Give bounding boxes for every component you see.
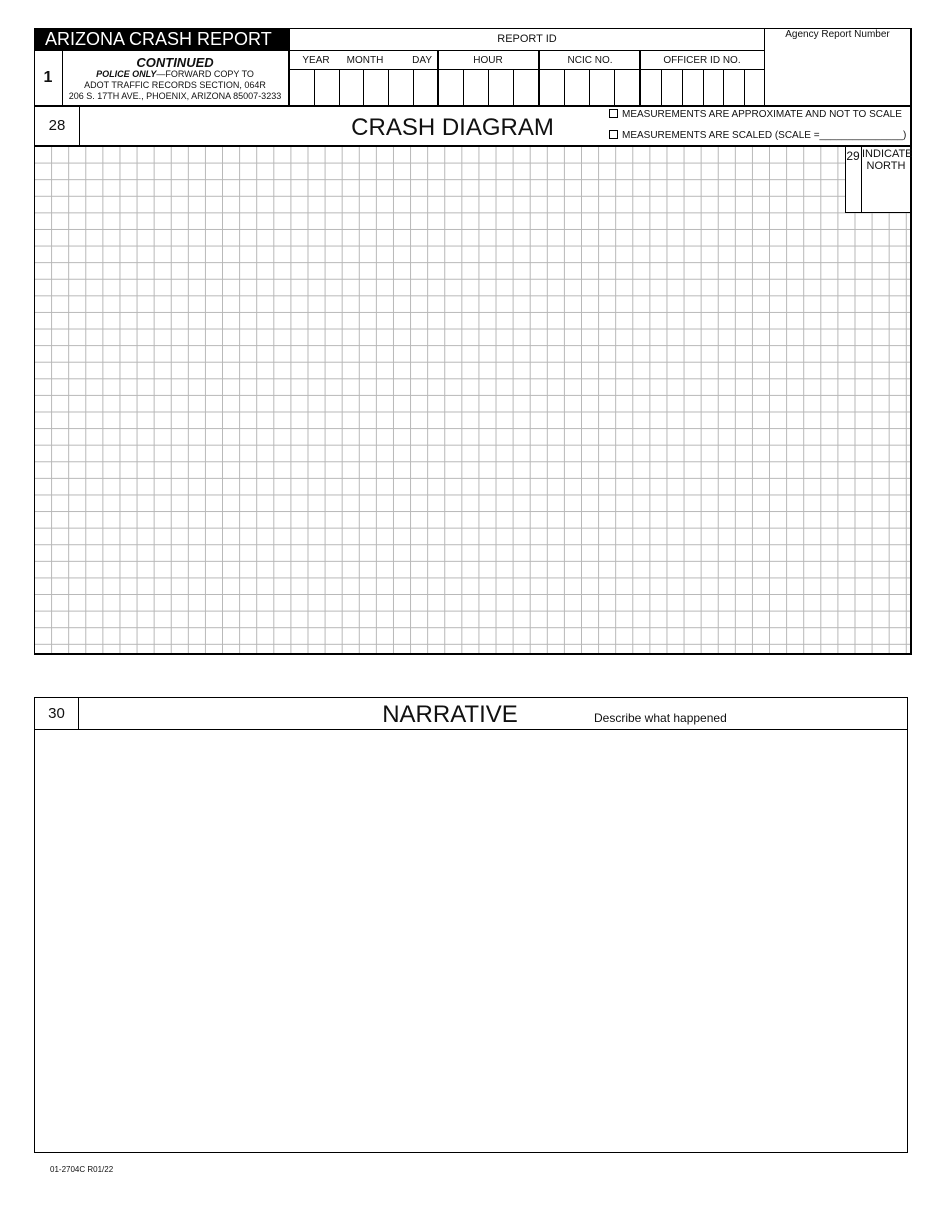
narrative-section-number: 30 <box>48 705 65 722</box>
continued-label: CONTINUED <box>136 55 214 70</box>
scaled-checkbox[interactable] <box>609 130 618 139</box>
approx-label: MEASUREMENTS ARE APPROXIMATE AND NOT TO SCALE <box>622 109 902 120</box>
report-title: ARIZONA CRASH REPORT <box>35 29 289 51</box>
forward-line-2: ADOT TRAFFIC RECORDS SECTION, 064R <box>84 80 266 90</box>
page-number: 1 <box>43 69 53 86</box>
year-label: YEAR <box>302 55 330 66</box>
north-section-number: 29 <box>846 149 860 163</box>
agency-report-number-field[interactable] <box>766 42 909 104</box>
diagram-section-number: 28 <box>48 117 66 134</box>
diagram-grid[interactable] <box>35 147 910 653</box>
year-field[interactable] <box>291 70 338 105</box>
officer-id-field[interactable] <box>641 70 763 105</box>
day-label: DAY <box>412 55 432 66</box>
forward-instructions <box>62 69 288 102</box>
agency-report-number-label: Agency Report Number <box>785 29 890 40</box>
forward-line-1: —FORWARD COPY TO <box>156 69 254 79</box>
ncic-label: NCIC NO. <box>567 55 613 66</box>
approx-measurements-option[interactable] <box>609 109 902 120</box>
month-field[interactable] <box>340 70 388 105</box>
month-label: MONTH <box>346 55 384 66</box>
hour-label: HOUR <box>473 55 503 66</box>
address: 206 S. 17TH AVE., PHOENIX, ARIZONA 85007-3233 <box>68 91 282 101</box>
crash-diagram-title: CRASH DIAGRAM <box>351 114 554 141</box>
day-field[interactable] <box>389 70 436 105</box>
scaled-measurements-option[interactable] <box>609 130 906 141</box>
form-code: 01-2704C R01/22 <box>50 1165 114 1174</box>
north-label: NORTH <box>866 160 906 172</box>
narrative-subtitle: Describe what happened <box>594 711 727 725</box>
indicate-north-label <box>862 148 913 172</box>
indicate-label: INDICATE <box>862 148 913 160</box>
narrative-text-area[interactable] <box>36 731 906 1151</box>
ncic-field[interactable] <box>540 70 639 105</box>
officer-id-label: OFFICER ID NO. <box>663 55 741 66</box>
hour-field[interactable] <box>439 70 538 105</box>
narrative-title: NARRATIVE <box>382 701 518 728</box>
approx-checkbox[interactable] <box>609 109 618 118</box>
police-only-label: POLICE ONLY <box>96 69 157 79</box>
scaled-label: MEASUREMENTS ARE SCALED (SCALE =_______________) <box>622 130 907 141</box>
report-id-label: REPORT ID <box>497 33 557 45</box>
